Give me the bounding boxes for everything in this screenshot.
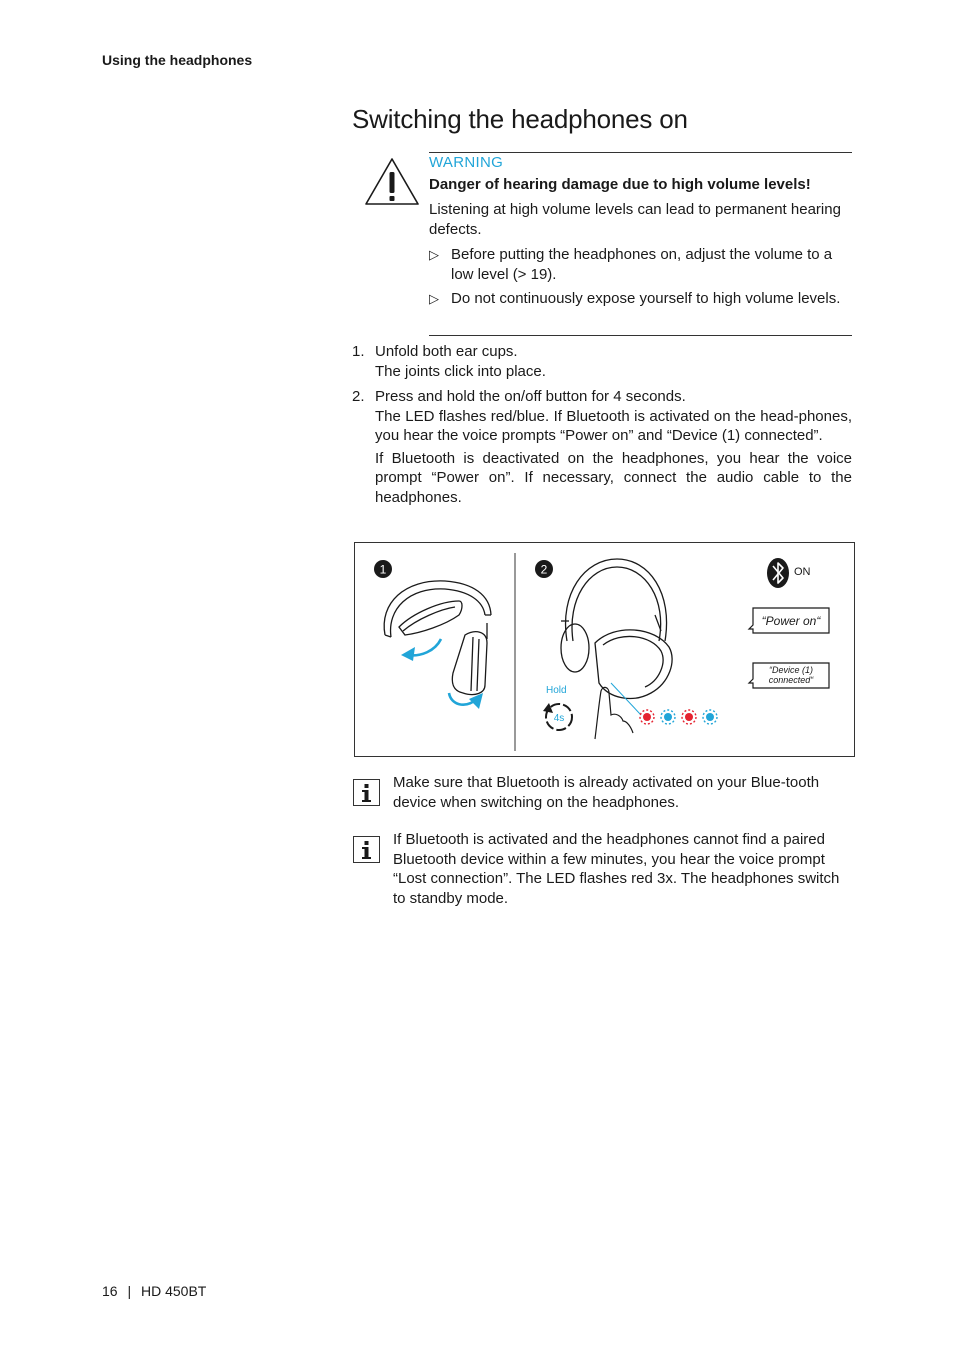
note-text-1: Make sure that Bluetooth is already activated on your Blue-tooth device when switching on the headphones.	[393, 774, 820, 811]
folded-headphones-icon	[384, 581, 491, 695]
triangle-right-icon: ▷	[429, 247, 439, 262]
warning-icon	[364, 157, 420, 207]
voice-prompt-power-on: “Power on“	[761, 614, 821, 628]
page-footer	[102, 1283, 206, 1299]
step-2: 2. Press and hold the on/off button for 4 seconds. The LED flashes red/blue. If Bluetooth is activated on the head-phones, you hear the voice prompts “Power on” and “Device (1) connected”. If Bluetooth is deactivated on the headphones, you hear the voice prompt “Power on”. If necessary, connect the audio cable to the headphones.	[352, 388, 852, 506]
warning-bullet: ▷ Do not continuously expose yourself to high volume levels.	[429, 290, 841, 307]
arrow-head-icon	[401, 647, 415, 661]
note-text-2: If Bluetooth is activated and the headphones cannot find a paired Bluetooth device within a few minutes, you hear the voice prompt “Lost connection”. The LED flashes red 3x. The headphones switch to standby mode.	[393, 831, 840, 907]
product-model: HD 450BT	[141, 1283, 207, 1299]
bluetooth-status: ON	[794, 566, 811, 578]
warning-bullet: ▷ Before putting the headphones on, adjust the volume to a low level (> 19).	[429, 246, 833, 283]
footer-separator: |	[127, 1283, 132, 1299]
page-number: 16	[102, 1283, 118, 1299]
hold-time: 4s	[553, 713, 565, 724]
step-1-result: The joints click into place.	[375, 362, 546, 380]
info-icon	[353, 836, 380, 863]
panel-2-number: 2	[540, 562, 548, 577]
step-1-action: Unfold both ear cups.	[375, 343, 518, 360]
page-title: Switching the headphones on	[352, 104, 688, 134]
step-2-result: The LED flashes red/blue. If Bluetooth is activated on the head-phones, you hear the voice prompts “Power on” and “Device (1) connected”.	[375, 407, 852, 444]
step-2-note: If Bluetooth is deactivated on the headphones, you hear the voice prompt “Power on”. If necessary, connect the audio cable to the headphones.	[375, 449, 852, 506]
warning-title: Danger of hearing damage due to high volume levels!	[429, 176, 811, 193]
step-2-action: Press and hold the on/off button for 4 seconds.	[375, 388, 686, 405]
panel-1-number: 1	[379, 562, 387, 577]
voice-prompt-device-connected-2: connected“	[768, 675, 814, 685]
info-icon	[353, 779, 380, 806]
step-1: 1. Unfold both ear cups. The joints click into place.	[352, 342, 852, 382]
warning-label: WARNING	[429, 154, 504, 171]
headphones-illustration	[355, 543, 854, 756]
instruction-figure	[354, 542, 855, 757]
led-blink-icon	[640, 710, 717, 724]
warning-text: Listening at high volume levels can lead to permanent hearing defects.	[429, 201, 841, 238]
section-header: Using the headphones	[102, 52, 253, 68]
arrow-head-icon	[469, 693, 483, 709]
hold-label: Hold	[546, 685, 567, 696]
voice-prompt-device-connected-1: “Device (1)	[768, 665, 814, 675]
triangle-right-icon: ▷	[429, 291, 439, 306]
headphones-icon	[561, 559, 672, 698]
